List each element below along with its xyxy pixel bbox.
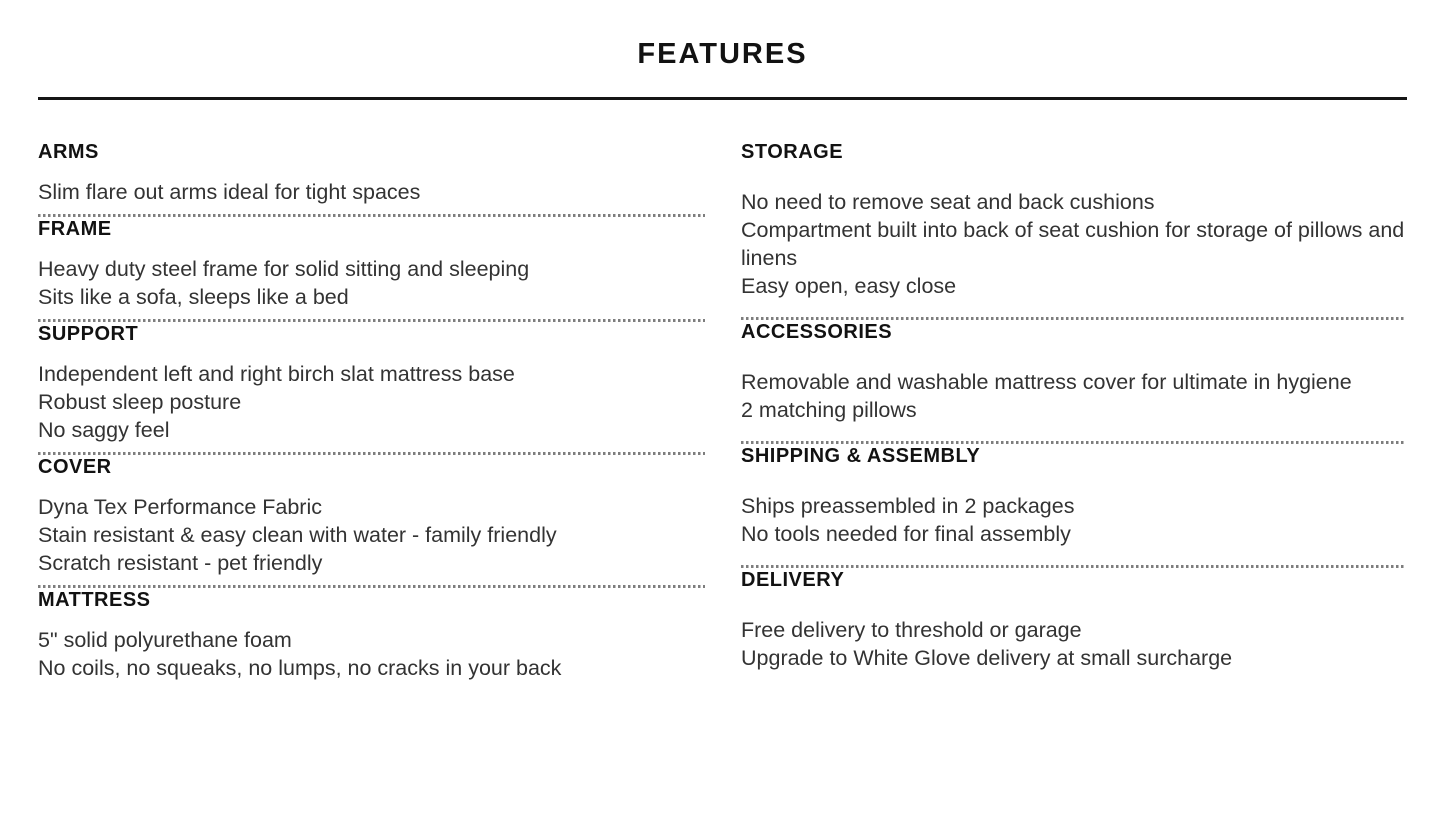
feature-line: Ships preassembled in 2 packages (741, 494, 1075, 518)
feature-section (741, 444, 1405, 548)
features-columns (38, 140, 1407, 682)
feature-line: Free delivery to threshold or garage (741, 618, 1082, 642)
feature-line: Stain resistant & easy clean with water - family friendly (38, 523, 557, 547)
section-heading: SHIPPING & ASSEMBLY (741, 445, 981, 467)
feature-section (741, 320, 1405, 424)
feature-line: Dyna Tex Performance Fabric (38, 495, 322, 519)
feature-section (741, 140, 1405, 300)
section-heading: ARMS (38, 141, 99, 163)
feature-line: Independent left and right birch slat mattress base (38, 362, 515, 386)
features-sheet (38, 0, 1407, 682)
feature-line: Slim flare out arms ideal for tight spaces (38, 180, 421, 204)
features-column-right (741, 140, 1405, 682)
section-heading: DELIVERY (741, 569, 845, 591)
section-heading: MATTRESS (38, 589, 151, 611)
feature-line: 2 matching pillows (741, 398, 917, 422)
feature-section (38, 588, 705, 682)
feature-section (741, 568, 1405, 672)
page-title: FEATURES (637, 38, 808, 70)
section-heading: STORAGE (741, 141, 844, 163)
feature-line: No need to remove seat and back cushions (741, 190, 1155, 214)
feature-section (38, 140, 705, 206)
feature-line: No saggy feel (38, 418, 170, 442)
feature-line: Removable and washable mattress cover for ultimate in hygiene (741, 370, 1352, 394)
feature-line: Compartment built into back of seat cushion for storage of pillows and linens (741, 218, 1405, 270)
feature-line: No tools needed for final assembly (741, 522, 1071, 546)
feature-section (38, 455, 705, 577)
section-heading: ACCESSORIES (741, 321, 893, 343)
feature-section (38, 217, 705, 311)
section-heading: COVER (38, 456, 112, 478)
feature-line: 5" solid polyurethane foam (38, 628, 292, 652)
section-heading: FRAME (38, 218, 112, 240)
section-heading: SUPPORT (38, 323, 139, 345)
feature-line: Easy open, easy close (741, 274, 957, 298)
title-rule (38, 97, 1407, 100)
features-column-left (38, 140, 705, 682)
feature-line: Heavy duty steel frame for solid sitting and sleeping (38, 257, 530, 281)
feature-section (38, 322, 705, 444)
feature-line: Robust sleep posture (38, 390, 242, 414)
feature-line: Upgrade to White Glove delivery at small surcharge (741, 646, 1233, 670)
feature-line: Sits like a sofa, sleeps like a bed (38, 285, 349, 309)
feature-line: No coils, no squeaks, no lumps, no cracks in your back (38, 656, 562, 680)
feature-line: Scratch resistant - pet friendly (38, 551, 323, 575)
